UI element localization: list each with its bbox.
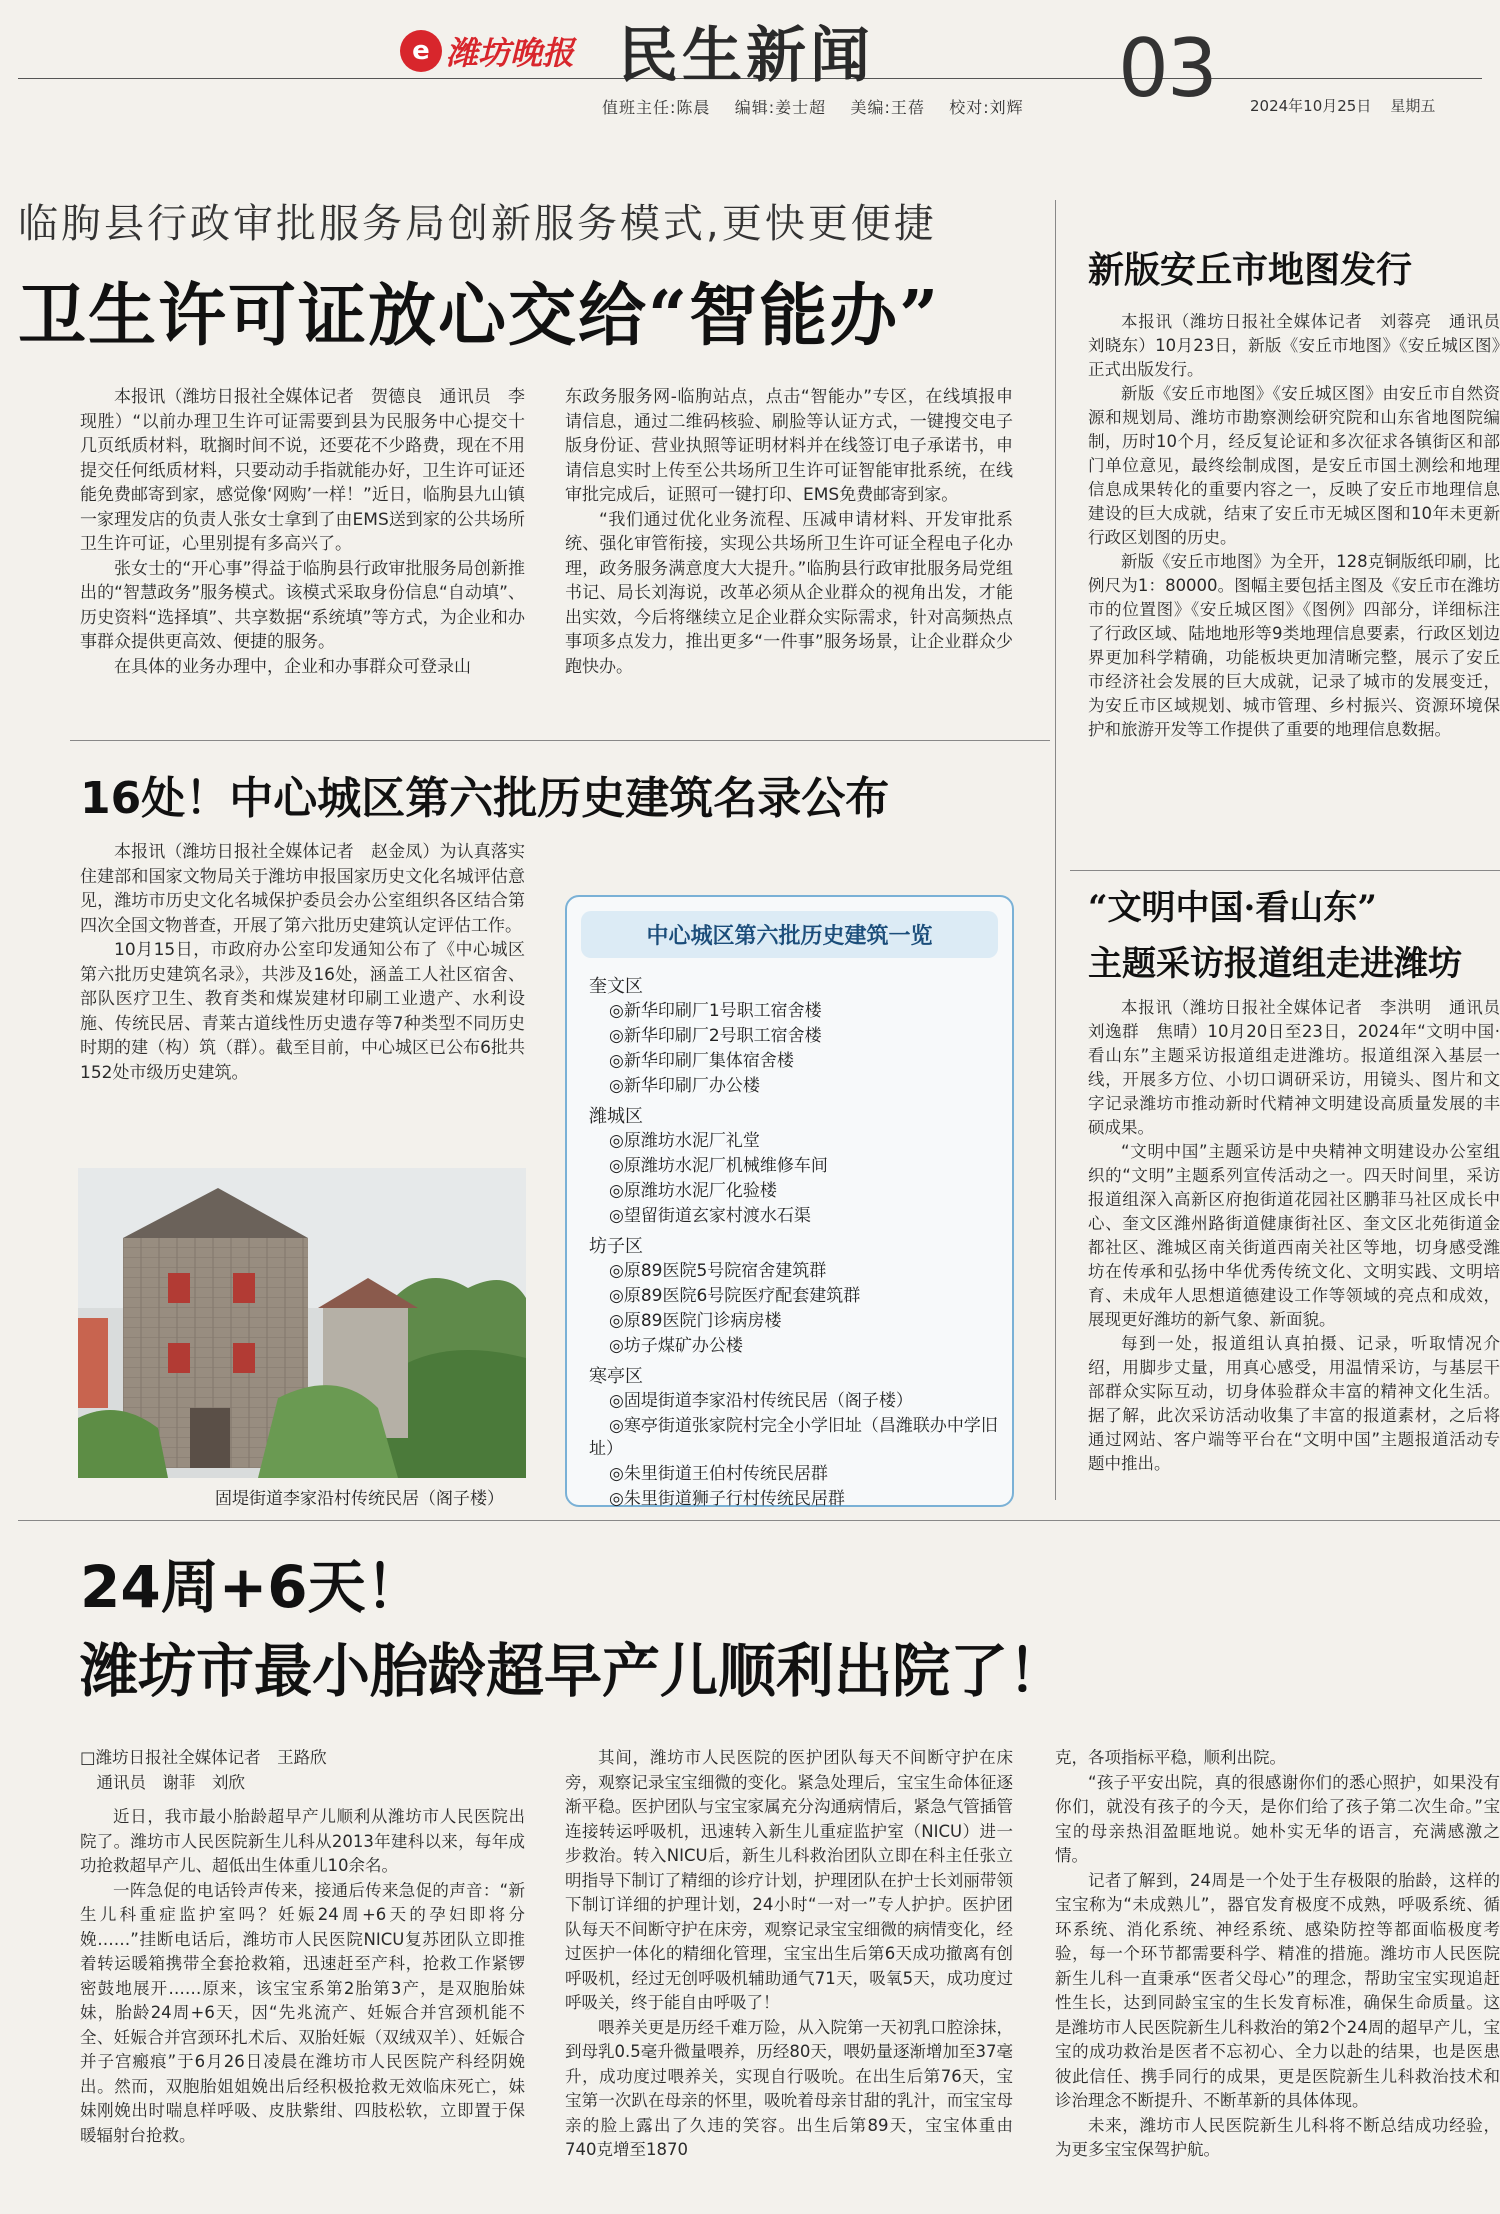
district-name: 潍城区 xyxy=(589,1106,643,1127)
byline: 通讯员 谢菲 刘欣 xyxy=(80,1772,245,1792)
building-item: ◎朱里街道王伯村传统民居群 xyxy=(609,1464,828,1484)
article3-col3 xyxy=(1055,1746,1500,2163)
sidebar2-headline-1: “文明中国·看山东” xyxy=(1088,888,1377,928)
editor-credits: 值班主任:陈晨 编辑:姜士超 美编:王蓓 校对:刘辉 xyxy=(602,98,1024,117)
paragraph: “我们通过优化业务流程、压减申请材料、开发审批系统、强化审管衔接，实现公共场所卫生许可证全程电子化办理，政务服务满意度大大提升。”临朐县行政审批服务局党组书记、局长刘海说，改革必须从企业群众的视角出发，才能出实效，今后将继续立足企业群众实际需求，针对高频热点事项多点发力，推出更多“一件事”服务场景，让企业群众少跑快办。 xyxy=(565,509,1013,677)
article3-col2 xyxy=(565,1746,1013,2163)
byline: □潍坊日报社全媒体记者 王路欣 xyxy=(80,1748,327,1767)
paragraph: 本报讯（潍坊日报社全媒体记者 贺德良 通讯员 李现胜）“以前办理卫生许可证需要到县为民服务中心提交十几页纸质材料，耽搁时间不说，还要花不少路费，现在不用提交任何纸质材料，只要动动手指就能办好，卫生许可证还能免费邮寄到家，感觉像‘网购’一样！”近日，临朐县九山镇一家理发店的负责人张女士拿到了由EMS送到家的公共场所卫生许可证，心里别提有多高兴了。 xyxy=(80,387,525,554)
article3-headline-2: 潍坊市最小胎龄超早产儿顺利出院了！ xyxy=(80,1637,1067,1705)
building-item: ◎原89医院5号院宿舍建筑群 xyxy=(609,1261,827,1281)
paragraph: 喂养关更是历经千难万险，从入院第一天初乳口腔涂抹，到母乳0.5毫升微量喂养，历经80天，喂奶量逐渐增加至37毫升，成功度过喂养关，实现自行吸吮。在出生后第76天，宝宝第一次趴在母亲的怀里，吸吮着母亲甘甜的乳汁，而宝宝母亲的脸上露出了久违的笑容。出生后第89天，宝宝体重由740克增至1870 xyxy=(565,2017,1013,2159)
district-name: 坊子区 xyxy=(589,1236,643,1257)
building-item: ◎固堤街道李家沿村传统民居（阁子楼） xyxy=(609,1391,913,1411)
newspaper-logo xyxy=(400,26,610,76)
section-title: 民生新闻 xyxy=(618,21,874,91)
building-item: ◎新华印刷厂2号职工宿舍楼 xyxy=(609,1026,822,1046)
article1-col1 xyxy=(80,385,525,679)
sidebar2-headline-2: 主题采访报道组走进潍坊 xyxy=(1088,944,1462,984)
building-item: ◎原89医院门诊病房楼 xyxy=(609,1311,782,1331)
district-group xyxy=(567,1362,1012,1511)
article1-kicker: 临朐县行政审批服务局创新服务模式,更快更便捷 xyxy=(18,201,937,247)
paragraph: 新版《安丘市地图》为全开，128克铜版纸印刷，比例尺为1：80000。图幅主要包括主图及《安丘市在潍坊市的位置图》《安丘城区图》《图例》四部分，详细标注了行政区域、陆地地形等9类地理信息要素，行政区划边界更加科学精确，功能板块更加清晰完整，展示了安丘市经济社会发展的巨大成就，记录了城市的发展变迁，为安丘市区域规划、城市管理、乡村振兴、资源环境保护和旅游开发等工作提供了重要的地理信息数据。 xyxy=(1088,552,1500,739)
logo-text: 潍坊晚报 xyxy=(446,34,575,72)
page-number: 03 xyxy=(1118,22,1216,115)
paragraph: 本报讯（潍坊日报社全媒体记者 赵金凤）为认真落实住建部和国家文物局关于潍坊申报国家历史文化名城评估意见，潍坊市历史文化名城保护委员会办公室组织各区结合第四次全国文物普查，开展了第六批历史建筑认定评估工作。 xyxy=(80,842,525,936)
building-item: ◎朱里街道狮子行村传统民居群 xyxy=(609,1489,845,1509)
paragraph: 在具体的业务办理中，企业和办事群众可登录山 xyxy=(114,656,471,677)
paragraph: 记者了解到，24周是一个处于生存极限的胎龄，这样的宝宝称为“未成熟儿”，器官发育极度不成熟，呼吸系统、循环系统、消化系统、神经系统、感染防控等都面临极度考验，每一个环节都需要科学、精准的措施。潍坊市人民医院新生儿科一直秉承“医者父母心”的理念，帮助宝宝实现追赶性生长，达到同龄宝宝的生长发育标准，确保生命质量。这是潍坊市人民医院新生儿科救治的第2个24周的超早产儿，宝宝的成功救治是医者不忘初心、全力以赴的结果，也是医患彼此信任、携手同行的成果，更是医院新生儿科救治技术和诊治理念不断提升、不断革新的具体体现。 xyxy=(1055,1870,1500,2110)
district-name: 奎文区 xyxy=(589,976,643,997)
logo-icon: e xyxy=(400,30,442,72)
sidebar1-body xyxy=(1088,310,1500,742)
building-item: ◎坊子煤矿办公楼 xyxy=(609,1336,743,1356)
building-item: ◎望留街道玄家村渡水石渠 xyxy=(609,1206,811,1226)
building-item: ◎寒亭街道张家院村完全小学旧址（昌潍联办中学旧址） xyxy=(589,1416,998,1459)
paragraph: 一阵急促的电话铃声传来，接通后传来急促的声音：“新生儿科重症监护室吗？妊娠24周+6天的孕妇即将分娩……”挂断电话后，潍坊市人民医院NICU复苏团队立即推着转运暖箱携带全套抢救箱，迅速赶至产科，抢救工作紧锣密鼓地展开……原来，该宝宝系第2胎第3产，是双胞胎妹妹，胎龄24周+6天，因“先兆流产、妊娠合并宫颈机能不全、妊娠合并宫颈环扎术后、双胎妊娠（双绒双羊）、妊娠合并子宫瘢痕”于6月26日凌晨在潍坊市人民医院产科经阴娩出。然而，双胞胎姐姐娩出后经积极抢救无效临床死亡，妹妹刚娩出时喘息样呼吸、皮肤紫绀、四肢松软，立即置于保暖辐射台抢救。 xyxy=(80,1880,525,2145)
section-divider xyxy=(18,1520,1500,1521)
paragraph: “孩子平安出院，真的很感谢你们的悉心照护，如果没有你们，就没有孩子的今天，是你们给了孩子第二次生命。”宝宝的母亲热泪盈眶地说。她朴实无华的语言，充满感激之情。 xyxy=(1055,1772,1500,1865)
building-item: ◎新华印刷厂1号职工宿舍楼 xyxy=(609,1001,822,1021)
building-item: ◎新华印刷厂集体宿舍楼 xyxy=(609,1051,794,1071)
paragraph: 张女士的“开心事”得益于临朐县行政审批服务局创新推出的“智慧政务”服务模式。该模式采取身份信息“自动填”、历史资料“选择填”、共享数据“系统填”等方式，为企业和办事群众提供更高效、便捷的服务。 xyxy=(80,558,525,652)
sidebar-divider xyxy=(1070,870,1500,871)
paragraph: 本报讯（潍坊日报社全媒体记者 刘蓉亮 通讯员 刘晓东）10月23日，新版《安丘市地图》《安丘城区图》正式出版发行。 xyxy=(1088,312,1500,379)
issue-date: 2024年10月25日 星期五 xyxy=(1250,97,1436,115)
paragraph: 克，各项指标平稳，顺利出院。 xyxy=(1055,1748,1286,1767)
historic-building-photo xyxy=(78,1168,526,1478)
building-item: ◎原潍坊水泥厂化验楼 xyxy=(609,1181,777,1201)
article3-headline-1: 24周+6天！ xyxy=(80,1553,424,1621)
section-divider xyxy=(70,740,1050,741)
box-title: 中心城区第六批历史建筑一览 xyxy=(581,911,998,958)
sidebar2-body xyxy=(1088,996,1500,1476)
article3-col1 xyxy=(80,1746,525,2148)
paragraph: 未来，潍坊市人民医院新生儿科将不断总结成功经验，为更多宝宝保驾护航。 xyxy=(1055,2115,1500,2159)
building-item: ◎原潍坊水泥厂礼堂 xyxy=(609,1131,760,1151)
paragraph: 东政务服务网-临朐站点，点击“智能办”专区，在线填报申请信息，通过二维码核验、刷脸等认证方式，一键搜交电子版身份证、营业执照等证明材料并在线签订电子承诺书，申请信息实时上传至公共场所卫生许可证智能审批系统，在线审批完成后，证照可一键打印、EMS免费邮寄到家。 xyxy=(565,387,1013,505)
paragraph: 其间，潍坊市人民医院的医护团队每天不间断守护在床旁，观察记录宝宝细微的变化。紧急处理后，宝宝生命体征逐渐平稳。医护团队与宝宝家属充分沟通病情后，紧急气管插管连接转运呼吸机，迅速转入新生儿重症监护室（NICU）进一步救治。转入NICU后，新生儿科救治团队立即在科主任张立明指导下制订了精细的诊疗计划，护理团队在护士长刘丽带领下制订详细的护理计划，24小时“一对一”专人护护。医护团队每天不间断守护在床旁，观察记录宝宝细微的病情变化，经过医护一体化的精细化管理，宝宝出生后第6天成功撤离有创呼吸机，经过无创呼吸机辅助通气71天，吸氧5天，成功度过呼吸关，终于能自由呼吸了！ xyxy=(565,1748,1013,2012)
photo-caption: 固堤街道李家沿村传统民居（阁子楼） xyxy=(215,1489,504,1509)
district-group xyxy=(567,1102,1012,1228)
column-divider xyxy=(1055,200,1056,1500)
building-item: ◎原潍坊水泥厂机械维修车间 xyxy=(609,1156,828,1176)
paragraph: 10月15日，市政府办公室印发通知公布了《中心城区第六批历史建筑名录》，共涉及16处，涵盖工人社区宿舍、部队医疗卫生、教育类和煤炭建材印刷工业遗产、水利设施、传统民居、青莱古道线性历史遗存等7种类型不同历史时期的建（构）筑（群）。截至目前，中心城区已公布6批共152处市级历史建筑。 xyxy=(80,940,525,1083)
article1-headline: 卫生许可证放心交给“智能办” xyxy=(18,276,941,356)
district-group xyxy=(567,972,1012,1098)
paragraph: 每到一处，报道组认真拍摄、记录，听取情况介绍，用脚步丈量，用真心感受，用温情采访，与基层干部群众实际互动，切身体验群众丰富的精神文化生活。据了解，此次采访活动收集了丰富的报道素材，之后将通过网站、客户端等平台在“文明中国”主题报道活动专题中推出。 xyxy=(1088,1334,1500,1473)
building-item: ◎原89医院6号院医疗配套建筑群 xyxy=(609,1286,861,1306)
district-group xyxy=(567,1232,1012,1358)
paragraph: “文明中国”主题采访是中央精神文明建设办公室组织的“文明”主题系列宣传活动之一。四天时间里，采访报道组深入高新区府抱街道花园社区鹏菲马社区成长中心、奎文区潍州路街道健康街社区、奎文区北苑街道金都社区、潍城区南关街道西南关社区等地，切身感受潍坊在传承和弘扬中华优秀传统文化、文明实践、文明培育、未成年人思想道德建设工作等领域的亮点和成效，展现更好潍坊的新气象、新面貌。 xyxy=(1088,1142,1500,1329)
historic-buildings-box xyxy=(565,895,1014,1507)
district-name: 寒亭区 xyxy=(589,1366,643,1387)
article2-headline: 16处！中心城区第六批历史建筑名录公布 xyxy=(80,773,890,824)
house-photo-icon xyxy=(78,1168,526,1478)
article1-col2 xyxy=(565,385,1013,679)
sidebar1-headline: 新版安丘市地图发行 xyxy=(1088,249,1413,291)
article2-body xyxy=(80,840,525,1085)
paragraph: 本报讯（潍坊日报社全媒体记者 李洪明 通讯员 刘逸群 焦晴）10月20日至23日，2024年“文明中国·看山东”主题采访报道组走进潍坊。报道组深入基层一线，开展多方位、小切口调研采访，用镜头、图片和文字记录潍坊市推动新时代精神文明建设高质量发展的丰硕成果。 xyxy=(1088,998,1500,1137)
paragraph: 新版《安丘市地图》《安丘城区图》由安丘市自然资源和规划局、潍坊市勘察测绘研究院和山东省地图院编制，历时10个月，经反复论证和多次征求各镇街区和部门单位意见，最终绘制成图，是安丘市国土测绘和地理信息成果转化的重要内容之一，反映了安丘市地理信息建设的巨大成就，结束了安丘市无城区图和10年未更新行政区划图的历史。 xyxy=(1088,384,1500,547)
building-item: ◎新华印刷厂办公楼 xyxy=(609,1076,760,1096)
paragraph: 近日，我市最小胎龄超早产儿顺利从潍坊市人民医院出院了。潍坊市人民医院新生儿科从2013年建科以来，每年成功抢救超早产儿、超低出生体重儿10余名。 xyxy=(80,1807,525,1875)
